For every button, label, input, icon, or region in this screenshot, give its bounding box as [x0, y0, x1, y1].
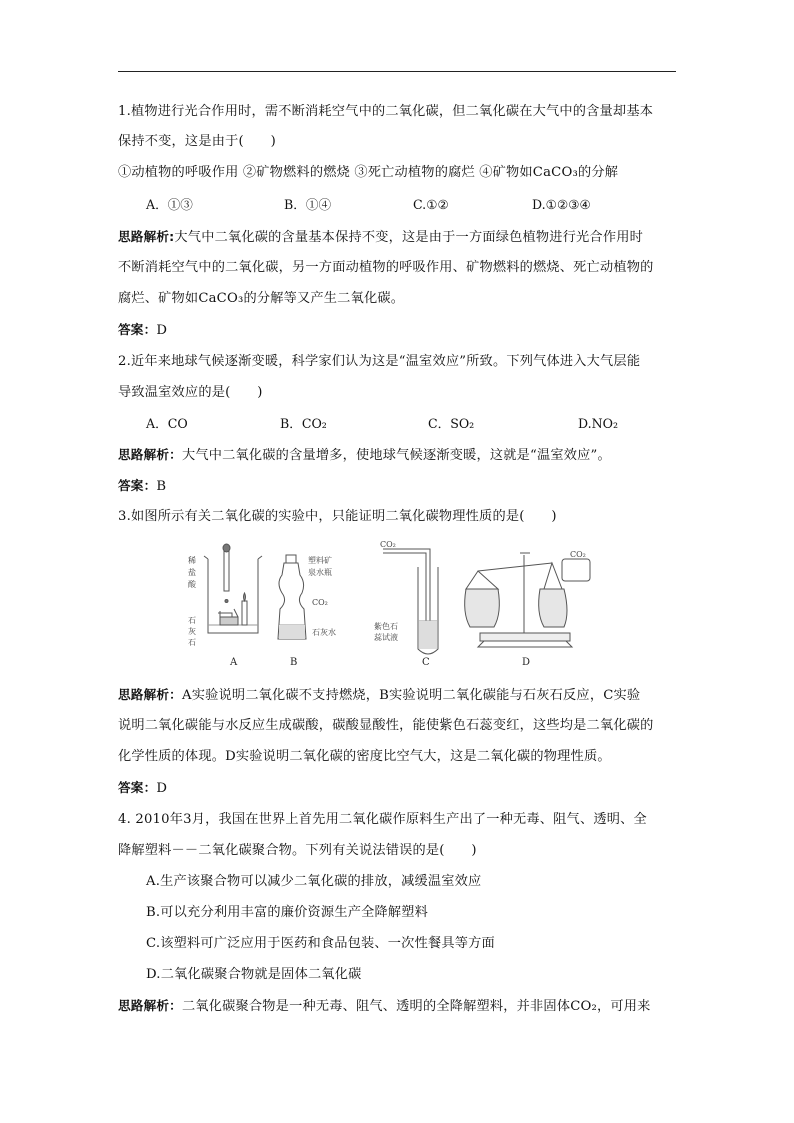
- q3-answer: [118, 780, 167, 797]
- fig-b-label-4: 石灰水: [312, 628, 336, 637]
- fig-a-label-3: 酸: [188, 580, 196, 589]
- fig-c-label-3: 蕊试液: [374, 633, 398, 642]
- q2-analysis-label: 思路解析：: [118, 447, 182, 462]
- q1-analysis-line-2: 不断消耗空气中的二氧化碳，另一方面动植物的呼吸作用、矿物燃料的燃烧、死亡动植物的: [118, 260, 654, 275]
- fig-c-label-1: CO₂: [380, 541, 396, 549]
- q2-option-d: D.NO₂: [578, 416, 619, 431]
- fig-caption-b: B: [290, 657, 298, 668]
- q1-option-b: B．①④: [284, 197, 332, 212]
- fig-caption-a: A: [230, 657, 238, 668]
- q3-answer-value: D: [156, 781, 168, 796]
- q2-stem-line-2: 导致温室效应的是( ): [118, 385, 263, 400]
- q1-analysis-text-1: 大气中二氧化碳的含量基本保持不变，这是由于一方面绿色植物进行光合作用时: [174, 230, 643, 245]
- q4-analysis-label: 思路解析：: [118, 998, 182, 1013]
- q2-stem-line-1: 2.近年来地球气候逐渐变暖，科学家们认为这是“温室效应”所致。下列气体进入大气层能: [118, 354, 641, 369]
- fig-b-label-1: 塑料矿: [308, 556, 332, 565]
- fig-a-label-4: 石: [188, 616, 196, 625]
- fig-a-label-6: 石: [188, 638, 196, 647]
- q1-analysis-line-3: 腐烂、矿物如CaCO₃的分解等又产生二氧化碳。: [118, 291, 405, 306]
- q4-option-a: A.生产该聚合物可以减少二氧化碳的排放，减缓温室效应: [146, 874, 482, 889]
- q4-analysis-line-1: [118, 998, 651, 1015]
- q3-analysis-line-3: 化学性质的体现。D实验说明二氧化碳的密度比空气大，这是二氧化碳的物理性质。: [118, 749, 611, 764]
- q1-stem-line-1: 1.植物进行光合作用时，需不断消耗空气中的二氧化碳，但二氧化碳在大气中的含量却基本: [118, 104, 654, 119]
- fig-d-label-1: CO₂: [570, 550, 586, 559]
- q1-option-a: A．①③: [146, 197, 193, 212]
- q4-analysis-text-1: 二氧化碳聚合物是一种无毒、阻气、透明的全降解塑料，并非固体CO₂，可用来: [181, 999, 651, 1014]
- fig-b-label-3: CO₂: [312, 598, 328, 607]
- q2-answer-value: B: [156, 479, 167, 494]
- fig-a-label-2: 盐: [188, 568, 196, 577]
- q3-analysis-line-2: 说明二氧化碳能与水反应生成碳酸，碳酸显酸性，能使紫色石蕊变红，这些均是二氧化碳的: [118, 718, 654, 733]
- q3-experiment-figure: [178, 541, 598, 671]
- q1-option-c: C.①②: [413, 197, 449, 212]
- q3-stem-line-1: 3.如图所示有关二氧化碳的实验中，只能证明二氧化碳物理性质的是( ): [118, 509, 557, 524]
- q2-option-a: A．CO: [146, 416, 188, 431]
- q1-answer: [118, 322, 167, 339]
- fig-b-label-2: 泉水瓶: [308, 568, 332, 577]
- q2-analysis-text-1: 大气中二氧化碳的含量增多，使地球气候逐渐变暖，这就是“温室效应”。: [181, 448, 611, 463]
- fig-a-label-5: 灰: [188, 627, 196, 636]
- q4-option-d: D.二氧化碳聚合物就是固体二氧化碳: [146, 967, 362, 982]
- q3-analysis-text-1: A实验说明二氧化碳不支持燃烧，B实验说明二氧化碳能与石灰石反应，C实验: [181, 688, 641, 703]
- figure-a-beaker: [204, 544, 262, 633]
- q3-answer-label: 答案：: [118, 780, 157, 795]
- figure-b-bottle: [278, 555, 306, 639]
- q1-stem-line-2: 保持不变，这是由于( ): [118, 134, 276, 149]
- header-rule: [118, 71, 676, 72]
- q1-answer-label: 答案：: [118, 322, 157, 337]
- q3-analysis-line-1: [118, 687, 640, 704]
- fig-caption-d: D: [522, 657, 531, 668]
- q1-analysis-line-1: [118, 229, 643, 246]
- q4-stem-line-2: 降解塑料－－二氧化碳聚合物。下列有关说法错误的是( ): [118, 843, 477, 858]
- q2-analysis-line-1: [118, 447, 611, 464]
- q1-option-d: D.①②③④: [532, 197, 591, 212]
- q1-items: ①动植物的呼吸作用 ②矿物燃料的燃烧 ③死亡动植物的腐烂 ④矿物如CaCO₃的分解: [118, 165, 619, 180]
- q2-answer: [118, 478, 166, 495]
- fig-caption-c: C: [422, 657, 430, 668]
- fig-c-label-2: 紫色石: [374, 622, 398, 631]
- figure-d-balance: [465, 553, 590, 647]
- q1-answer-value: D: [156, 323, 168, 338]
- q2-answer-label: 答案：: [118, 478, 157, 493]
- fig-a-label-1: 稀: [188, 556, 196, 565]
- q4-stem-line-1: 4. 2010年3月，我国在世界上首先用二氧化碳作原料生产出了一种无毒、阻气、透明、全: [118, 812, 647, 827]
- q4-option-b: B.可以充分利用丰富的廉价资源生产全降解塑料: [146, 905, 429, 920]
- q3-analysis-label: 思路解析：: [118, 687, 182, 702]
- q2-option-b: B．CO₂: [280, 416, 327, 431]
- q2-option-c: C．SO₂: [428, 416, 475, 431]
- q3-figure-svg: [178, 541, 598, 671]
- q1-analysis-label: 思路解析:: [118, 229, 175, 244]
- q4-option-c: C.该塑料可广泛应用于医药和食品包装、一次性餐具等方面: [146, 936, 495, 951]
